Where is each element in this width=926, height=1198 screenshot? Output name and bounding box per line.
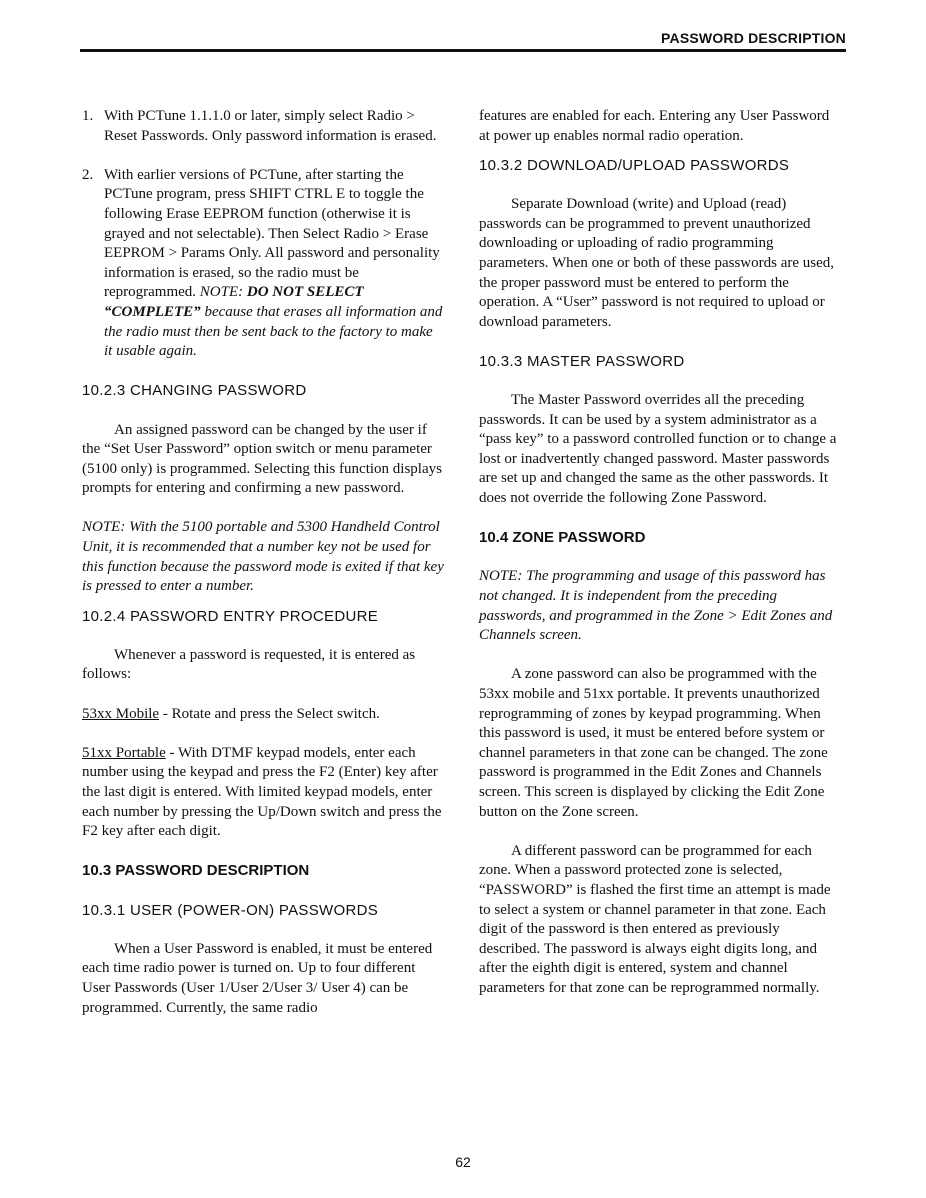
note-tail: because that erases all information and the radio must then be sent back to the factory to make it usable again. [104, 303, 443, 360]
page-header [80, 26, 846, 52]
list-item-1 [82, 107, 444, 146]
mobile-label: 53xx Mobile [82, 705, 160, 722]
left-column [82, 107, 444, 1018]
heading-10-2-4: 10.2.4 PASSWORD ENTRY PROCEDURE [82, 607, 379, 625]
paragraph-portable [82, 744, 444, 842]
note-lead: NOTE: [199, 284, 247, 301]
heading-10-3-2: 10.3.2 DOWNLOAD/UPLOAD PASSWORDS [479, 156, 790, 174]
mobile-text: - Rotate and press the Select switch. [159, 705, 380, 722]
heading-10-3: 10.3 PASSWORD DESCRIPTION [82, 862, 310, 880]
header-title: PASSWORD DESCRIPTION [661, 30, 846, 46]
note-paragraph: NOTE: The programming and usage of this password has not changed. It is independent from the preceding passwords, and programmed in the Zone > Edit Zones and Channels screen. [479, 568, 833, 644]
paragraph: Whenever a password is requested, it is entered as follows: [82, 646, 416, 683]
list-number: 1. [82, 108, 94, 124]
right-column [479, 107, 843, 999]
portable-text: - With DTMF keypad models, enter each number using the keypad and press the F2 (Enter) key after the last digit is entered. With limited keypad models, enter each number by pressing the Up/Down switch and press the F2 key after each digit. [82, 744, 442, 840]
note-paragraph: NOTE: With the 5100 portable and 5300 Handheld Control Unit, it is recommended that a number key not be used for this function because the password mode is exited if that key is pressed to enter a number. [82, 519, 444, 595]
portable-label: 51xx Portable [82, 744, 166, 761]
list-text: With earlier versions of PCTune, after starting the PCTune program, press SHIFT CTRL E to toggle the following Erase EEPROM function (otherwise it is grayed and not selectable). Then Select Radio > Erase EEPROM > Params Only. All password and personality information is erased, so the radio must be reprogrammed. [104, 166, 440, 301]
paragraph: When a User Password is enabled, it must be entered each time radio power is turned on. Up to four different User Passwords (User 1/User 2/User 3/ User 4) can be programmed. Currently, the same radio [82, 940, 433, 1016]
list-text: With PCTune 1.1.1.0 or later, simply select Radio > Reset Passwords. Only password information is erased. [104, 108, 437, 144]
paragraph: Separate Download (write) and Upload (read) passwords can be programmed to prevent unauthorized downloading or uploading of radio programming parameters. When one or both of these passwords are used, the proper password must be entered to perform the operation. A “User” password is not required to upload or download parameters. [479, 196, 835, 330]
page-number: 62 [455, 1154, 471, 1170]
paragraph-continued: features are enabled for each. Entering any User Password at power up enables normal radio operation. [479, 108, 830, 144]
header-rule [80, 49, 846, 52]
paragraph: The Master Password overrides all the preceding passwords. It can be used by a system administrator as a “pass key” to a password controlled function or to change a lost or inadvertently changed password. Master passwords are set up and changed the same as the other passwords. It does not override the following Zone Password. [479, 392, 837, 507]
list-number: 2. [82, 166, 94, 183]
paragraph: A zone password can also be programmed with the 53xx mobile and 51xx portable. It prevents unauthorized reprogramming of zones by keypad programming. When this password is used, it must be entered before system or channel parameters in that zone can be changed. The zone password is programmed in the Edit Zones and Channels screen. This screen is displayed by clicking the Edit Zone button on the Zone screen. [479, 666, 828, 820]
paragraph: A different password can be programmed for each zone. When a password protected zone is selected, “PASSWORD” is flashed the first time an attempt is made to select a system or channel parameter in that zone. Each digit of the password is then entered as previously described. The password is always eight digits long, and after the eighth digit is entered, system and channel parameters for that zone can be reprogrammed normally. [479, 842, 831, 996]
list-item-2 [82, 166, 444, 362]
heading-10-2-3: 10.2.3 CHANGING PASSWORD [82, 382, 307, 400]
note-warning: DO NOT SELECT “COMPLETE” [104, 284, 364, 320]
heading-10-3-3: 10.3.3 MASTER PASSWORD [479, 352, 685, 370]
paragraph-mobile [82, 705, 444, 725]
heading-10-4: 10.4 ZONE PASSWORD [479, 529, 646, 547]
paragraph: An assigned password can be changed by the user if the “Set User Password” option switch or menu parameter (5100 only) is programmed. Selecting this function displays prompts for entering and confirming a new password. [82, 421, 442, 497]
heading-10-3-1: 10.3.1 USER (POWER-ON) PASSWORDS [82, 901, 379, 919]
